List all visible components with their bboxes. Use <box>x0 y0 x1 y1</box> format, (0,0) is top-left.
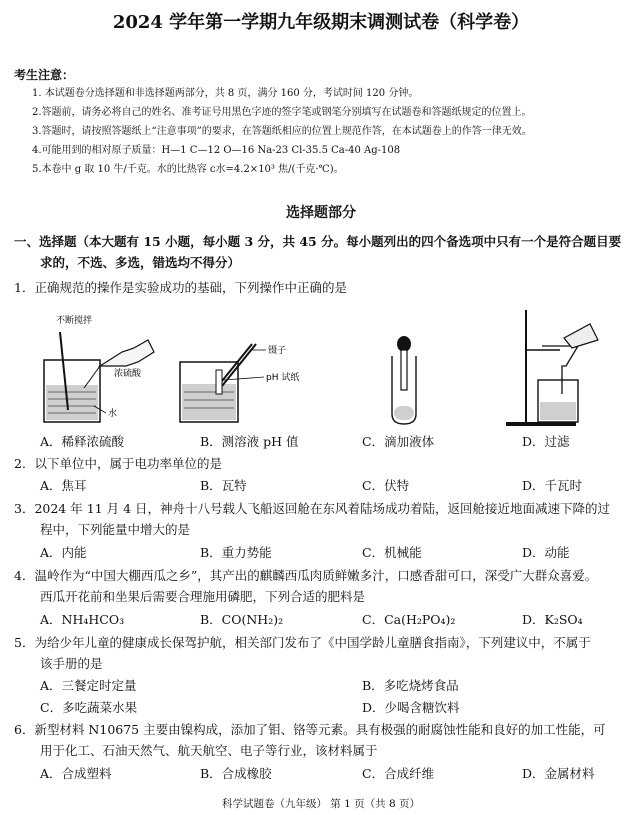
question-3-option-b[interactable]: B．重力势能 <box>200 545 272 560</box>
question-6-stem-line1: 6．新型材料 N10675 主要由镍构成，添加了钼、铬等元素。具有极强的耐腐蚀性能和良好的加工性能，可 <box>14 722 606 737</box>
question-3-option-c[interactable]: C．机械能 <box>362 545 422 560</box>
question-4-stem-line2: 西瓜开花前和坐果后需要合理施用磷肥，下列合适的肥料是 <box>40 589 366 604</box>
question-2-stem: 2．以下单位中，属于电功率单位的是 <box>14 456 222 471</box>
part-intro-line2: 求的，不选、多选，错选均不得分） <box>40 255 241 270</box>
question-6-option-c[interactable]: C．合成纤维 <box>362 766 435 781</box>
question-4-stem-line1: 4．温岭作为“中国大棚西瓜之乡”，其产出的麒麟西瓜肉质鲜嫩多汁，口感香甜可口，深受广大群众喜爱。 <box>14 568 598 583</box>
question-1-figure <box>30 310 630 430</box>
page-title: 2024 学年第一学期九年级期末调测试卷（科学卷） <box>112 12 530 33</box>
question-6-option-d[interactable]: D．金属材料 <box>522 766 595 781</box>
figure-d-filtration <box>506 310 598 426</box>
question-1-stem: 1．正确规范的操作是实验成功的基础，下列操作中正确的是 <box>14 280 347 295</box>
question-5-option-b[interactable]: B．多吃烧烤食品 <box>362 678 459 693</box>
notice-item: 3.答题时，请按照答题纸上“注意事项”的要求，在答题纸相应的位置上规范作答，在本试题卷上的作答一律无效。 <box>32 126 532 137</box>
question-3-stem-line2: 程中，下列能量中增大的是 <box>40 522 191 537</box>
question-1-option-b[interactable]: B．测溶液 pH 值 <box>200 434 299 449</box>
figure-c-dropper <box>392 336 416 424</box>
page-footer: 科学试题卷（九年级） 第 1 页（共 8 页） <box>221 798 421 810</box>
question-2-option-b[interactable]: B．瓦特 <box>200 478 247 493</box>
part-intro-line1: 一、选择题（本大题有 15 小题，每小题 3 分，共 45 分。每小题列出的四个备选项中只有一个是符合题目要 <box>14 234 622 249</box>
question-3-option-d[interactable]: D．动能 <box>522 545 570 560</box>
figure-b-ph-test <box>180 344 299 422</box>
question-1-option-c[interactable]: C．滴加液体 <box>362 434 435 449</box>
notice-item: 1. 本试题卷分选择题和非选择题两部分，共 8 页，满分 160 分，考试时间 120 分钟。 <box>32 88 419 99</box>
label-acid: 浓硫酸 <box>114 369 142 379</box>
notice-item: 5.本卷中 g 取 10 牛/千克。水的比热容 c水=4.2×10³ 焦/(千克·℃)。 <box>32 164 344 175</box>
question-1-option-a[interactable]: A．稀释浓硫酸 <box>40 434 125 449</box>
question-6-option-a[interactable]: A．合成塑料 <box>40 766 112 781</box>
question-3-option-a[interactable]: A．内能 <box>40 545 87 560</box>
question-5-stem-line2: 该手册的是 <box>40 656 103 671</box>
question-5-option-a[interactable]: A．三餐定时定量 <box>40 678 137 693</box>
question-6-stem-line2: 用于化工、石油天然气、航天航空、电子等行业，该材料属于 <box>40 743 378 758</box>
notice-item: 2.答题前，请务必将自己的姓名、准考证号用黑色字迹的签字笔或钢笔分别填写在试题卷和答题纸规定的位置上。 <box>32 107 532 118</box>
question-5-stem-line1: 5．为给少年儿童的健康成长保驾护航，相关部门发布了《中国学龄儿童膳食指南》，下列建议中，不属于 <box>14 635 591 650</box>
question-3-stem-line1: 3．2024 年 11 月 4 日，神舟十八号载人飞船返回舱在东风着陆场成功着陆，返回舱接近地面减速下降的过 <box>14 501 610 516</box>
label-water: 水 <box>108 409 118 419</box>
question-2-option-d[interactable]: D．千瓦时 <box>522 478 583 493</box>
label-stir: 不断搅拌 <box>56 316 93 326</box>
figure-a-dilution <box>44 314 154 422</box>
notice-item: 4.可能用到的相对原子质量：H—1 C—12 O—16 Na-23 Cl-35.5 Ca-40 Ag-108 <box>32 145 401 156</box>
label-ph-paper: pH 试纸 <box>266 373 300 383</box>
question-1-option-d[interactable]: D．过滤 <box>522 434 570 449</box>
section-title: 选择题部分 <box>286 205 356 221</box>
question-2-option-c[interactable]: C．伏特 <box>362 478 410 493</box>
question-4-option-c[interactable]: C．Ca(H₂PO₄)₂ <box>362 612 456 627</box>
notice-label: 考生注意： <box>14 68 75 82</box>
question-4-option-d[interactable]: D．K₂SO₄ <box>522 612 583 627</box>
question-6-option-b[interactable]: B．合成橡胶 <box>200 766 272 781</box>
label-tweezers: 镊子 <box>268 346 287 356</box>
question-5-option-d[interactable]: D．少喝含糖饮料 <box>362 700 460 715</box>
question-4-option-b[interactable]: B．CO(NH₂)₂ <box>200 612 284 627</box>
question-4-option-a[interactable]: A．NH₄HCO₃ <box>40 612 125 627</box>
question-5-option-c[interactable]: C．多吃蔬菜水果 <box>40 700 138 715</box>
question-2-option-a[interactable]: A．焦耳 <box>40 478 87 493</box>
